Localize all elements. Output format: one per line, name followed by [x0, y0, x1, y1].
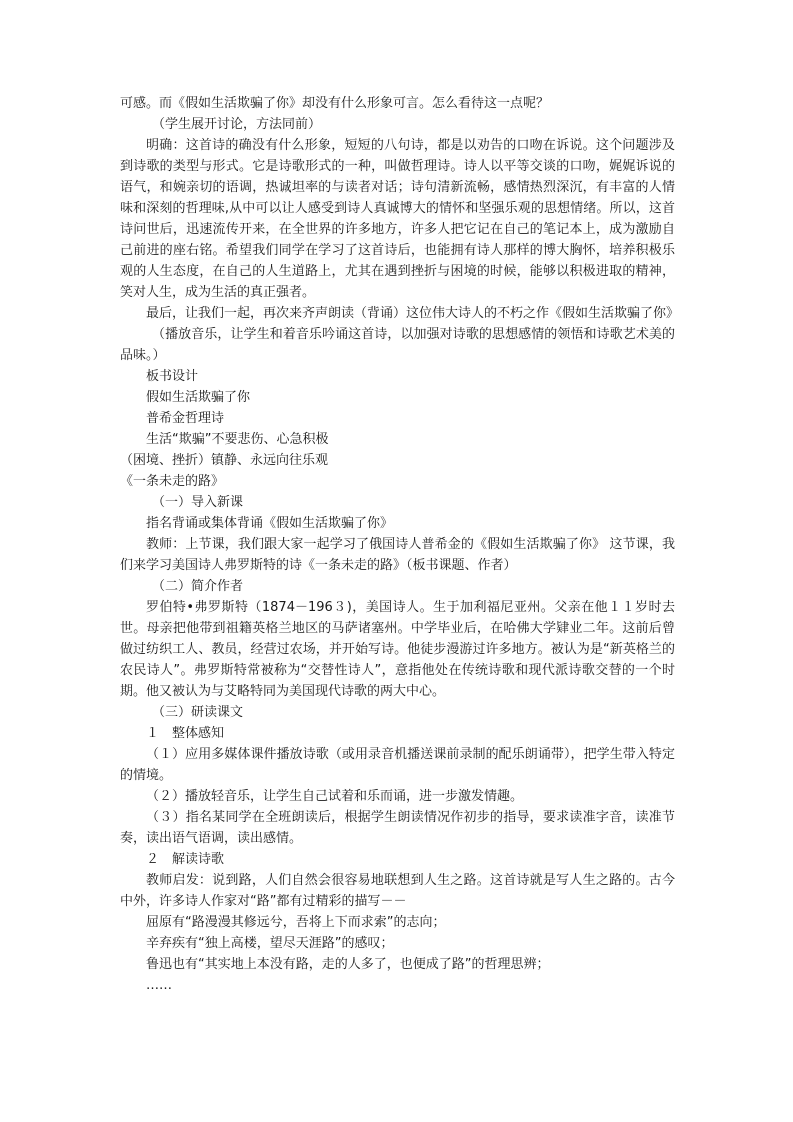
paragraph-music-note: （播放音乐，让学生和着音乐吟诵这首诗，以加强对诗歌的思想感情的领悟和诗歌艺术美的品味。） — [120, 327, 675, 363]
step-heading-intro: （一）导入新课 — [152, 495, 244, 510]
ellipsis-line: …… — [146, 978, 172, 993]
quote-luxun: 鲁迅也有“其实地上本没有路，走的人多了，也便成了路”的哲理思辨； — [146, 957, 550, 972]
paragraph-recite: 指名背诵或集体背诵《假如生活欺骗了你》 — [146, 516, 394, 531]
paragraph-step-3: （３）指名某同学在全班朗读后，根据学生朗读情况作初步的指导，要求读准字音，读准节奏，读出语气语调，读出感情。 — [120, 810, 675, 846]
subheading-overall: １ 整体感知 — [146, 726, 225, 741]
board-line-title: 假如生活欺骗了你 — [146, 390, 251, 405]
board-design-heading: 板书设计 — [146, 369, 199, 384]
paragraph-continuation: 可感。而《假如生活欺骗了你》却没有什么形象可言。怎么看待这一点呢？ — [120, 96, 550, 111]
paragraph-teacher-prompt: 教师启发：说到路，人们自然会很容易地联想到人生之路。这首诗就是写人生之路的。古今中外，许多诗人作家对“路”都有过精彩的描写－－ — [120, 873, 675, 909]
paragraph-teacher-intro: 教师：上节课，我们跟大家一起学习了俄国诗人普希金的《假如生活欺骗了你》 这节课，我们来学习美国诗人弗罗斯特的诗《一条未走的路》（板书课题、作者） — [120, 537, 675, 573]
paragraph-answer: 明确：这首诗的确没有什么形象，短短的八句诗，都是以劝告的口吻在诉说。这个问题涉及到诗歌的类型与形式。它是诗歌形式的一种，叫做哲理诗。诗人以平等交谈的口吻，娓娓诉说的语气，和婉亲切的语调，热诚坦率的与读者对话；诗句清新流畅，感情热烈深沉，有丰富的人情味和深刻的哲理味,从中可以让人感受到诗人真诚博大的情怀和坚强乐观的思想情绪。所以，这首诗问世后，迅速流传开来，在全世界的许多地方，许多人把它记在自己的笔记本上，成为激励自己前进的座右铭。希望我们同学在学习了这首诗后，也能拥有诗人那样的博大胸怀，培养积极乐观的人生态度，在自己的人生道路上，尤其在遇到挫折与困境的时候，能够以积极进取的精神，笑对人生，成为生活的真正强者。 — [120, 138, 675, 300]
board-line-life: 生活“欺骗”不要悲伤、心急积极 — [146, 432, 329, 447]
step-heading-study: （三）研读课文 — [152, 705, 244, 720]
board-line-hardship: （困境、挫折）镇静、永远向往乐观 — [120, 453, 329, 468]
board-line-author: 普希金哲理诗 — [146, 411, 225, 426]
paragraph-discussion-note: （学生展开讨论，方法同前） — [152, 117, 322, 132]
quote-quyuan: 屈原有“路漫漫其修远兮，吾将上下而求索”的志向； — [146, 915, 446, 930]
document-body — [120, 93, 680, 996]
section-title: 《一条未走的路》 — [120, 474, 225, 489]
step-heading-author: （二）简介作者 — [152, 579, 244, 594]
subheading-interpret: ２ 解读诗歌 — [146, 852, 225, 867]
quote-xinqiji: 辛弃疾有“独上高楼，望尽天涯路”的感叹； — [146, 936, 394, 951]
paragraph-recitation: 最后，让我们一起，再次来齐声朗读（背诵）这位伟大诗人的不朽之作《假如生活欺骗了你》 — [146, 306, 680, 321]
paragraph-author-bio: 罗伯特•弗罗斯特（1874－196３)，美国诗人。生于加利福尼亚州。父亲在他１１岁时去世。母亲把他带到祖籍英格兰地区的马萨诸塞州。中学毕业后，在哈佛大学肄业二年。这前后曾做过纺织工人、教员，经营过农场，并开始写诗。他徒步漫游过许多地方。被认为是“新英格兰的农民诗人”。弗罗斯特常被称为“交替性诗人”，意指他处在传统诗歌和现代派诗歌交替的一个时期。他又被认为与艾略特同为美国现代诗歌的两大中心。 — [120, 600, 675, 699]
paragraph-step-1: （１）应用多媒体课件播放诗歌（或用录音机播送课前录制的配乐朗诵带），把学生带入特定的情境。 — [120, 747, 675, 783]
paragraph-step-2: （２）播放轻音乐，让学生自己试着和乐而诵，进一步激发情趣。 — [146, 789, 524, 804]
